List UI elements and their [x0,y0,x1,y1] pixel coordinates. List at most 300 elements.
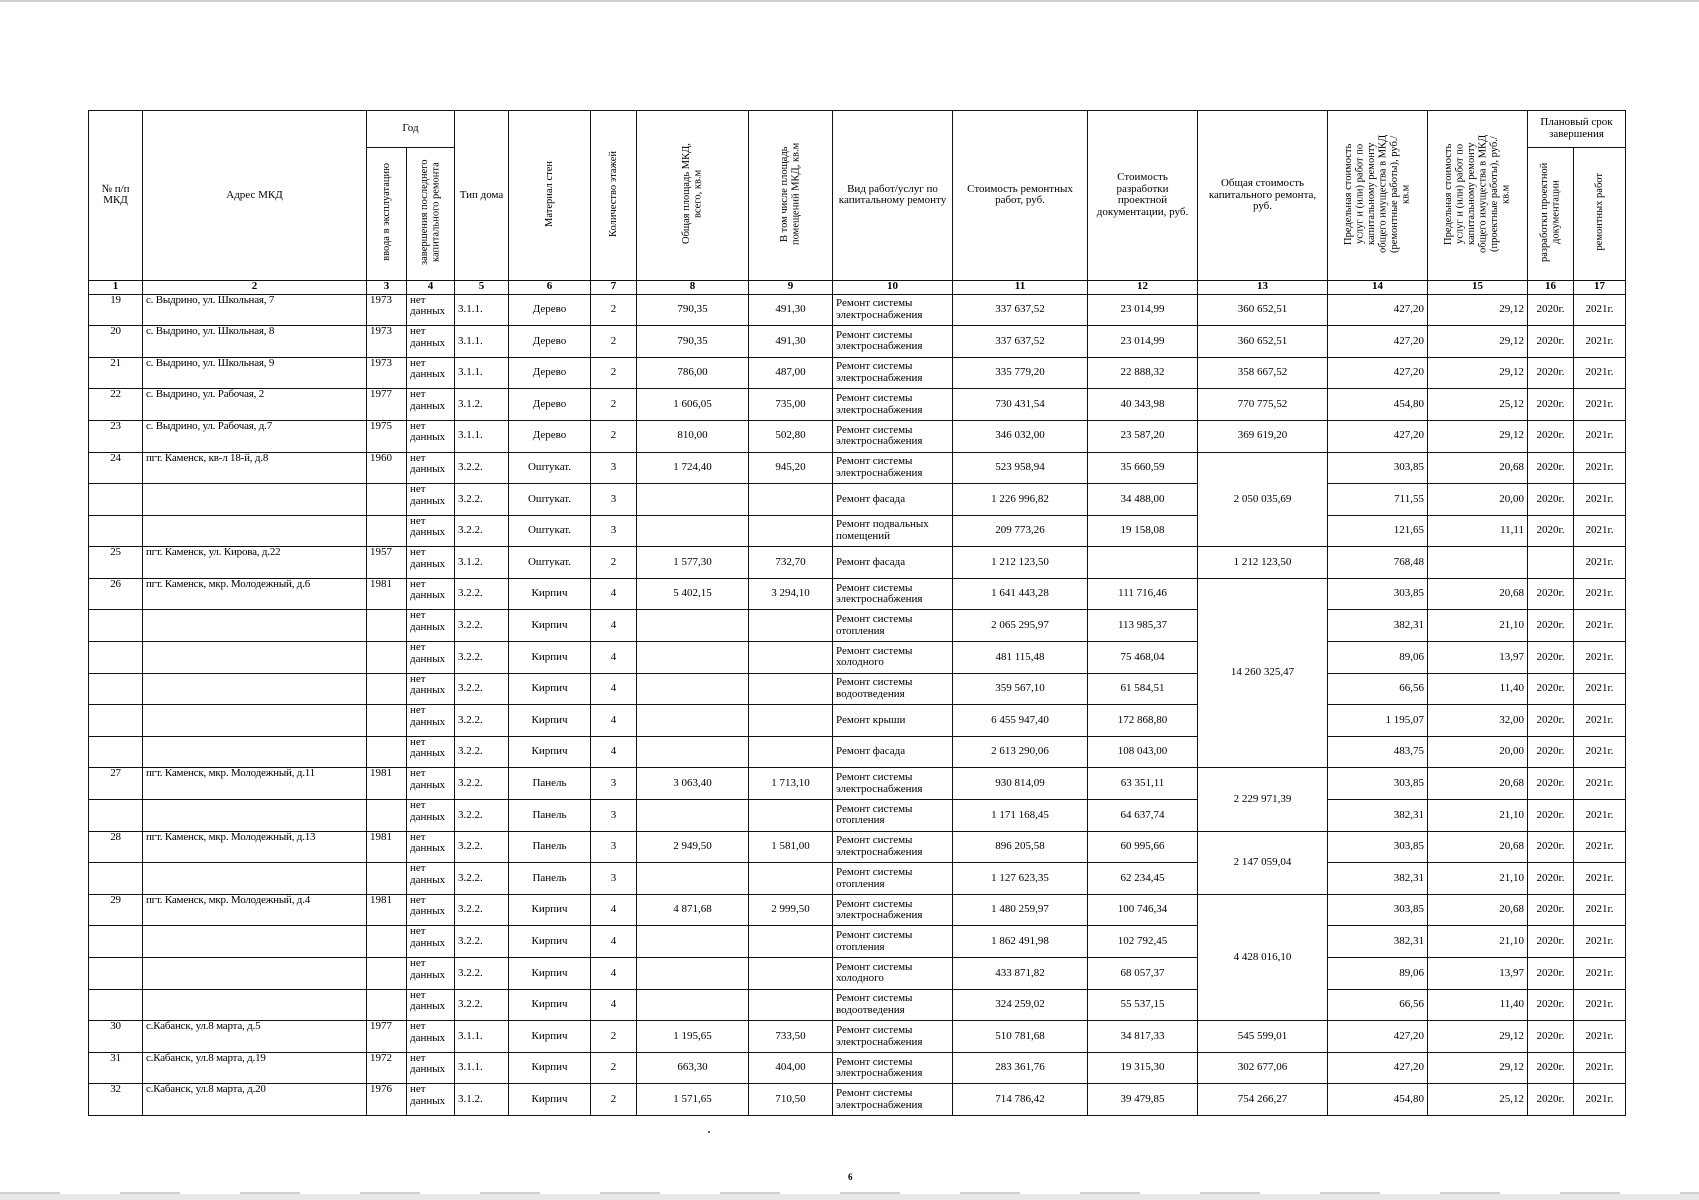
cell-work-type: Ремонт системы электроснабжения [833,894,953,926]
cell-limit-design: 29,12 [1428,357,1528,389]
cell-deadline-repair: 2021г. [1574,768,1626,800]
cell-row-number: 29 [89,894,143,926]
cell-work-type: Ремонт системы холодного [833,958,953,990]
cell-house-type: 3.2.2. [455,610,509,642]
cell-row-number [89,515,143,547]
cell-limit-design: 29,12 [1428,326,1528,358]
cell-floors: 4 [591,642,637,674]
cell-house-type: 3.1.1. [455,1052,509,1084]
cell-house-type: 3.2.2. [455,926,509,958]
cell-deadline-repair: 2021г. [1574,736,1626,768]
cell-total-area: 1 724,40 [637,452,749,484]
col-premises-area-text: В том числе площадь помещений МКД, кв.м [778,142,802,245]
cell-total-area [637,800,749,832]
cell-wall-material: Панель [509,800,591,832]
cell-row-number: 31 [89,1052,143,1084]
cell-deadline-repair: 2021г. [1574,610,1626,642]
cell-limit-repair: 427,20 [1328,294,1428,326]
cell-total-cost-merged: 2 050 035,69 [1198,452,1328,547]
cell-work-type: Ремонт системы электроснабжения [833,452,953,484]
cell-limit-design: 13,97 [1428,958,1528,990]
cell-repair-cost: 896 205,58 [953,831,1088,863]
cell-year-last-repair: нет данных [407,894,455,926]
cell-house-type: 3.2.2. [455,800,509,832]
cell-address: пгт. Каменск, мкр. Молодежный, д.11 [143,768,367,800]
cell-year-last-repair: нет данных [407,831,455,863]
col-num-header: № п/п МКД [89,111,143,281]
cell-premises-area: 487,00 [749,357,833,389]
col-work-type-header: Вид работ/услуг по капитальному ремонту [833,111,953,281]
cell-deadline-design: 2020г. [1528,389,1574,421]
cell-repair-cost: 433 871,82 [953,958,1088,990]
cell-limit-repair: 303,85 [1328,578,1428,610]
cell-limit-design: 20,00 [1428,736,1528,768]
cell-premises-area: 3 294,10 [749,578,833,610]
col-deadline-repair-header [1574,148,1626,281]
cell-total-area: 790,35 [637,326,749,358]
cell-total-cost: 1 212 123,50 [1198,547,1328,579]
cell-row-number: 28 [89,831,143,863]
cell-design-cost: 60 995,66 [1088,831,1198,863]
cell-limit-design: 20,68 [1428,452,1528,484]
cell-deadline-repair: 2021г. [1574,926,1626,958]
column-number: 16 [1528,280,1574,294]
cell-address [143,800,367,832]
cell-wall-material: Кирпич [509,673,591,705]
cell-house-type: 3.2.2. [455,578,509,610]
cell-total-area: 2 949,50 [637,831,749,863]
cell-deadline-design: 2020г. [1528,831,1574,863]
cell-total-area: 786,00 [637,357,749,389]
cell-year-last-repair: нет данных [407,926,455,958]
cell-limit-repair: 66,56 [1328,673,1428,705]
cell-row-number: 24 [89,452,143,484]
cell-row-number [89,736,143,768]
cell-premises-area: 502,80 [749,420,833,452]
cell-premises-area [749,515,833,547]
cell-year-commission: 1973 [367,326,407,358]
cell-limit-repair: 382,31 [1328,926,1428,958]
column-number: 9 [749,280,833,294]
cell-house-type: 3.2.2. [455,831,509,863]
cell-limit-repair: 427,20 [1328,1052,1428,1084]
table-row [89,705,1626,737]
cell-floors: 4 [591,578,637,610]
cell-repair-cost: 283 361,76 [953,1052,1088,1084]
cell-total-cost-merged: 4 428 016,10 [1198,894,1328,1020]
cell-deadline-design: 2020г. [1528,926,1574,958]
cell-house-type: 3.1.1. [455,1021,509,1053]
cell-house-type: 3.2.2. [455,642,509,674]
cell-address: с. Выдрино, ул. Школьная, 9 [143,357,367,389]
cell-year-commission [367,610,407,642]
cell-row-number: 30 [89,1021,143,1053]
cell-limit-repair: 382,31 [1328,800,1428,832]
cell-repair-cost: 1 480 259,97 [953,894,1088,926]
table-row [89,357,1626,389]
cell-total-area [637,515,749,547]
cell-repair-cost: 730 431,54 [953,389,1088,421]
cell-design-cost: 19 158,08 [1088,515,1198,547]
cell-work-type: Ремонт системы электроснабжения [833,357,953,389]
cell-limit-repair: 427,20 [1328,1021,1428,1053]
column-number: 5 [455,280,509,294]
cell-deadline-repair: 2021г. [1574,389,1626,421]
cell-floors: 2 [591,357,637,389]
cell-deadline-design: 2020г. [1528,863,1574,895]
cell-deadline-design: 2020г. [1528,705,1574,737]
cell-deadline-design: 2020г. [1528,515,1574,547]
cell-year-last-repair: нет данных [407,452,455,484]
cell-deadline-design: 2020г. [1528,894,1574,926]
cell-year-commission: 1977 [367,1021,407,1053]
cell-house-type: 3.1.1. [455,294,509,326]
cell-deadline-design: 2020г. [1528,326,1574,358]
col-year-commission-header [367,148,407,281]
column-number: 3 [367,280,407,294]
cell-deadline-repair: 2021г. [1574,800,1626,832]
cell-wall-material: Кирпич [509,578,591,610]
cell-wall-material: Кирпич [509,989,591,1021]
cell-wall-material: Кирпич [509,926,591,958]
cell-limit-repair: 427,20 [1328,357,1428,389]
cell-work-type: Ремонт фасада [833,736,953,768]
cell-year-last-repair: нет данных [407,357,455,389]
cell-deadline-design: 2020г. [1528,1084,1574,1116]
table-row [89,610,1626,642]
cell-address [143,610,367,642]
cell-year-last-repair: нет данных [407,736,455,768]
cell-house-type: 3.1.1. [455,326,509,358]
col-address-header: Адрес МКД [143,111,367,281]
cell-limit-design: 21,10 [1428,926,1528,958]
cell-year-last-repair: нет данных [407,705,455,737]
cell-deadline-design: 2020г. [1528,452,1574,484]
table-row [89,420,1626,452]
cell-wall-material: Кирпич [509,642,591,674]
cell-wall-material: Оштукат. [509,452,591,484]
cell-repair-cost: 209 773,26 [953,515,1088,547]
cell-year-last-repair: нет данных [407,1052,455,1084]
cell-limit-repair: 483,75 [1328,736,1428,768]
cell-design-cost: 55 537,15 [1088,989,1198,1021]
cell-deadline-design: 2020г. [1528,578,1574,610]
cell-limit-design: 25,12 [1428,389,1528,421]
cell-house-type: 3.1.2. [455,1084,509,1116]
cell-total-cost: 360 652,51 [1198,326,1328,358]
cell-work-type: Ремонт системы водоотведения [833,989,953,1021]
cell-total-area: 1 577,30 [637,547,749,579]
cell-total-cost: 302 677,06 [1198,1052,1328,1084]
cell-work-type: Ремонт фасада [833,547,953,579]
cell-total-area: 1 571,65 [637,1084,749,1116]
cell-address [143,484,367,516]
cell-floors: 4 [591,989,637,1021]
cell-floors: 2 [591,1021,637,1053]
cell-address: с.Кабанск, ул.8 марта, д.20 [143,1084,367,1116]
cell-total-area: 663,30 [637,1052,749,1084]
cell-limit-repair: 454,80 [1328,389,1428,421]
cell-repair-cost: 6 455 947,40 [953,705,1088,737]
cell-design-cost: 111 716,46 [1088,578,1198,610]
table-row [89,863,1626,895]
cell-deadline-repair: 2021г. [1574,1052,1626,1084]
column-number: 7 [591,280,637,294]
cell-design-cost: 108 043,00 [1088,736,1198,768]
cell-total-area [637,989,749,1021]
cell-row-number [89,989,143,1021]
cell-year-commission: 1975 [367,420,407,452]
cell-limit-repair: 121,65 [1328,515,1428,547]
col-total-cost-header: Общая стоимость капитального ремонта, руб. [1198,111,1328,281]
cell-wall-material: Дерево [509,420,591,452]
table-header [89,111,1626,295]
cell-work-type: Ремонт системы электроснабжения [833,1084,953,1116]
cell-row-number [89,705,143,737]
cell-design-cost: 64 637,74 [1088,800,1198,832]
cell-wall-material: Кирпич [509,958,591,990]
cell-wall-material: Кирпич [509,1021,591,1053]
cell-premises-area: 732,70 [749,547,833,579]
cell-design-cost: 23 014,99 [1088,294,1198,326]
col-year-last-repair-header [407,148,455,281]
cell-address [143,958,367,990]
cell-floors: 3 [591,800,637,832]
cell-wall-material: Дерево [509,389,591,421]
table-row [89,578,1626,610]
cell-total-area [637,705,749,737]
cell-limit-design: 11,40 [1428,989,1528,1021]
cell-premises-area [749,642,833,674]
cell-row-number: 26 [89,578,143,610]
col-limit-design-text: Предельная стоимость услуг и (или) работ по капитальному ремонту общего имущества в МКД (проектные работы), руб./кв.м [1442,134,1512,253]
cell-design-cost: 34 817,33 [1088,1021,1198,1053]
col-year-commission-text: ввода в эксплуатацию [380,163,392,261]
cell-deadline-repair: 2021г. [1574,673,1626,705]
cell-year-commission [367,642,407,674]
column-number: 11 [953,280,1088,294]
cell-premises-area [749,484,833,516]
cell-year-last-repair: нет данных [407,673,455,705]
cell-total-area [637,736,749,768]
cell-repair-cost: 359 567,10 [953,673,1088,705]
col-deadline-design-header [1528,148,1574,281]
col-wall-material-text: Материал стен [543,160,555,227]
cell-address [143,863,367,895]
cell-design-cost: 34 488,00 [1088,484,1198,516]
cell-limit-repair: 303,85 [1328,768,1428,800]
cell-year-commission: 1981 [367,894,407,926]
cell-address [143,989,367,1021]
table-row [89,642,1626,674]
cell-limit-design: 13,97 [1428,642,1528,674]
col-floors-text: Количество этажей [607,150,619,237]
col-repair-cost-header: Стоимость ремонтных работ, руб. [953,111,1088,281]
col-total-area-text: Общая площадь МКД, всего, кв.м [680,143,704,244]
cell-wall-material: Кирпич [509,1084,591,1116]
column-number-row [89,280,1626,294]
cell-premises-area: 945,20 [749,452,833,484]
cell-house-type: 3.2.2. [455,863,509,895]
cell-house-type: 3.2.2. [455,705,509,737]
cell-deadline-repair: 2021г. [1574,326,1626,358]
cell-work-type: Ремонт системы водоотведения [833,673,953,705]
cell-row-number [89,958,143,990]
cell-year-last-repair: нет данных [407,578,455,610]
cell-year-commission: 1981 [367,831,407,863]
cell-wall-material: Кирпич [509,894,591,926]
column-number: 17 [1574,280,1626,294]
col-year-group-header: Год [367,111,455,148]
cell-year-last-repair: нет данных [407,610,455,642]
cell-row-number: 23 [89,420,143,452]
cell-design-cost: 113 985,37 [1088,610,1198,642]
cell-year-last-repair: нет данных [407,547,455,579]
cell-year-commission [367,926,407,958]
cell-address: с.Кабанск, ул.8 марта, д.5 [143,1021,367,1053]
cell-limit-repair: 454,80 [1328,1084,1428,1116]
cell-year-commission [367,800,407,832]
cell-year-last-repair: нет данных [407,1021,455,1053]
cell-year-commission: 1957 [367,547,407,579]
cell-limit-repair: 427,20 [1328,420,1428,452]
cell-address: пгт. Каменск, мкр. Молодежный, д.4 [143,894,367,926]
cell-year-last-repair: нет данных [407,389,455,421]
column-number: 13 [1198,280,1328,294]
cell-floors: 2 [591,1084,637,1116]
cell-year-last-repair: нет данных [407,863,455,895]
cell-wall-material: Панель [509,831,591,863]
cell-row-number: 22 [89,389,143,421]
cell-total-area [637,673,749,705]
cell-premises-area [749,673,833,705]
cell-total-cost-merged: 2 229 971,39 [1198,768,1328,831]
table-row [89,1052,1626,1084]
cell-wall-material: Кирпич [509,705,591,737]
cell-repair-cost: 335 779,20 [953,357,1088,389]
cell-total-area: 1 195,65 [637,1021,749,1053]
cell-address [143,673,367,705]
cell-premises-area [749,610,833,642]
cell-premises-area: 733,50 [749,1021,833,1053]
cell-premises-area [749,863,833,895]
cell-premises-area [749,989,833,1021]
cell-deadline-design: 2020г. [1528,1021,1574,1053]
cell-limit-design [1428,547,1528,579]
cell-limit-repair: 66,56 [1328,989,1428,1021]
table-row [89,958,1626,990]
cell-design-cost: 35 660,59 [1088,452,1198,484]
cell-floors: 4 [591,736,637,768]
cell-address [143,926,367,958]
cell-deadline-design: 2020г. [1528,357,1574,389]
scan-top-edge [0,0,1699,2]
cell-premises-area: 1 581,00 [749,831,833,863]
col-wall-material-header [509,111,591,281]
table-row [89,1021,1626,1053]
cell-address [143,705,367,737]
cell-design-cost [1088,547,1198,579]
cell-limit-repair: 1 195,07 [1328,705,1428,737]
cell-deadline-repair: 2021г. [1574,831,1626,863]
cell-floors: 4 [591,958,637,990]
cell-year-last-repair: нет данных [407,958,455,990]
cell-limit-design: 21,10 [1428,610,1528,642]
cell-floors: 2 [591,547,637,579]
cell-address: пгт. Каменск, ул. Кирова, д.22 [143,547,367,579]
cell-wall-material: Дерево [509,294,591,326]
cell-row-number: 20 [89,326,143,358]
cell-total-area [637,484,749,516]
column-number: 12 [1088,280,1198,294]
cell-year-commission [367,736,407,768]
cell-year-last-repair: нет данных [407,294,455,326]
cell-address [143,515,367,547]
table-row [89,294,1626,326]
cell-address: с. Выдрино, ул. Рабочая, д.7 [143,420,367,452]
cell-floors: 3 [591,768,637,800]
cell-limit-design: 20,68 [1428,894,1528,926]
cell-repair-cost: 346 032,00 [953,420,1088,452]
table-row [89,515,1626,547]
cell-total-area: 810,00 [637,420,749,452]
cell-work-type: Ремонт системы электроснабжения [833,420,953,452]
cell-row-number: 21 [89,357,143,389]
cell-year-commission: 1976 [367,1084,407,1116]
col-premises-area-header [749,111,833,281]
cell-limit-design: 29,12 [1428,1021,1528,1053]
cell-floors: 2 [591,294,637,326]
cell-deadline-design [1528,547,1574,579]
cell-address: пгт. Каменск, мкр. Молодежный, д.6 [143,578,367,610]
cell-year-last-repair: нет данных [407,326,455,358]
cell-row-number [89,610,143,642]
cell-row-number [89,926,143,958]
table-body [89,294,1626,1115]
cell-design-cost: 61 584,51 [1088,673,1198,705]
cell-total-cost: 754 266,27 [1198,1084,1328,1116]
column-number: 8 [637,280,749,294]
cell-deadline-repair: 2021г. [1574,642,1626,674]
cell-total-area: 790,35 [637,294,749,326]
cell-limit-design: 20,68 [1428,578,1528,610]
cell-year-commission [367,705,407,737]
cell-wall-material: Оштукат. [509,515,591,547]
col-design-cost-header: Стоимость разработки проектной документации, руб. [1088,111,1198,281]
cell-deadline-repair: 2021г. [1574,863,1626,895]
column-number: 2 [143,280,367,294]
cell-floors: 4 [591,894,637,926]
cell-wall-material: Оштукат. [509,484,591,516]
cell-design-cost: 19 315,30 [1088,1052,1198,1084]
cell-year-last-repair: нет данных [407,1084,455,1116]
cell-floors: 4 [591,610,637,642]
cell-row-number: 19 [89,294,143,326]
column-number: 15 [1428,280,1528,294]
cell-total-area [637,863,749,895]
cell-house-type: 3.2.2. [455,768,509,800]
cell-wall-material: Кирпич [509,736,591,768]
cell-house-type: 3.2.2. [455,673,509,705]
cell-wall-material: Панель [509,863,591,895]
cell-house-type: 3.2.2. [455,515,509,547]
cell-wall-material: Кирпич [509,1052,591,1084]
cell-house-type: 3.2.2. [455,989,509,1021]
column-number: 6 [509,280,591,294]
cell-work-type: Ремонт системы отопления [833,926,953,958]
col-year-last-repair-text: завершения последнего капитального ремонта [418,159,442,265]
cell-limit-design: 29,12 [1428,294,1528,326]
